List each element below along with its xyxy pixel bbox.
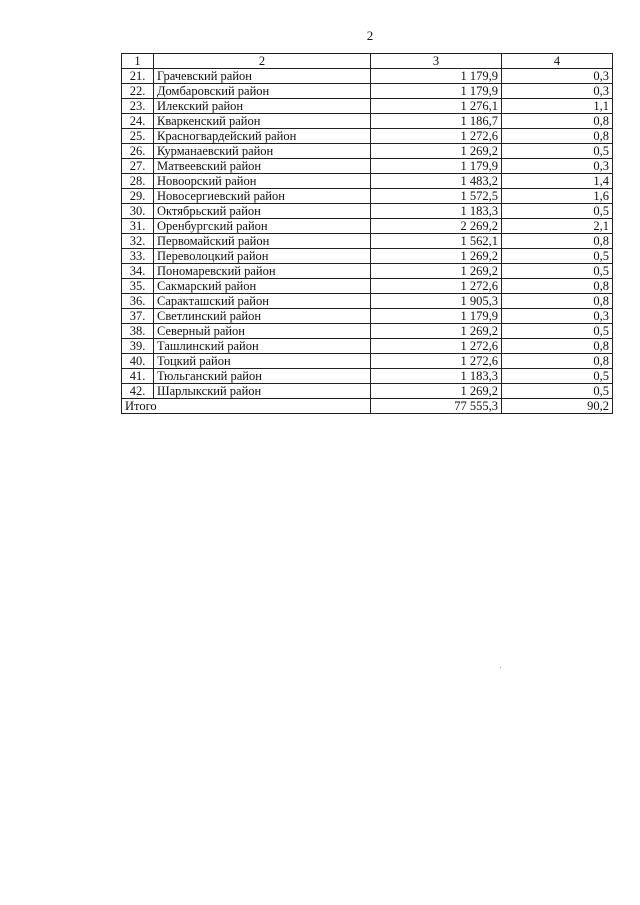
value-col3: 1 183,3 — [371, 204, 502, 219]
table-row — [122, 324, 613, 339]
row-number: 36. — [122, 294, 154, 309]
table-row — [122, 309, 613, 324]
row-number: 22. — [122, 84, 154, 99]
table-row — [122, 189, 613, 204]
value-col3: 1 562,1 — [371, 234, 502, 249]
value-col3: 1 272,6 — [371, 339, 502, 354]
row-number: 21. — [122, 69, 154, 84]
value-col4: 0,8 — [502, 114, 613, 129]
table-row — [122, 264, 613, 279]
total-value-col3: 77 555,3 — [371, 399, 502, 414]
value-col3: 1 272,6 — [371, 354, 502, 369]
district-name: Переволоцкий район — [154, 249, 371, 264]
row-number: 27. — [122, 159, 154, 174]
value-col3: 1 905,3 — [371, 294, 502, 309]
column-header-4: 4 — [502, 54, 613, 69]
value-col4: 0,8 — [502, 279, 613, 294]
table-row — [122, 369, 613, 384]
row-number: 34. — [122, 264, 154, 279]
district-name: Новоорский район — [154, 174, 371, 189]
value-col3: 1 269,2 — [371, 144, 502, 159]
total-label: Итого — [122, 399, 371, 414]
table-row — [122, 144, 613, 159]
district-name: Илекский район — [154, 99, 371, 114]
table-row — [122, 69, 613, 84]
total-row — [122, 399, 613, 414]
district-name: Тюльганский район — [154, 369, 371, 384]
table-row — [122, 294, 613, 309]
value-col4: 0,3 — [502, 69, 613, 84]
district-name: Светлинский район — [154, 309, 371, 324]
value-col3: 1 269,2 — [371, 384, 502, 399]
row-number: 42. — [122, 384, 154, 399]
row-number: 28. — [122, 174, 154, 189]
district-name: Кваркенский район — [154, 114, 371, 129]
district-name: Первомайский район — [154, 234, 371, 249]
district-name: Курманаевский район — [154, 144, 371, 159]
value-col4: 2,1 — [502, 219, 613, 234]
page-number: 2 — [366, 28, 374, 43]
value-col4: 0,5 — [502, 384, 613, 399]
row-number: 32. — [122, 234, 154, 249]
district-name: Ташлинский район — [154, 339, 371, 354]
value-col4: 0,3 — [502, 84, 613, 99]
table-row — [122, 204, 613, 219]
table-row — [122, 279, 613, 294]
value-col3: 1 269,2 — [371, 324, 502, 339]
row-number: 24. — [122, 114, 154, 129]
table-row — [122, 159, 613, 174]
value-col3: 1 179,9 — [371, 159, 502, 174]
row-number: 39. — [122, 339, 154, 354]
value-col4: 0,8 — [502, 354, 613, 369]
table-row — [122, 339, 613, 354]
table-body — [122, 69, 613, 399]
district-name: Новосергиевский район — [154, 189, 371, 204]
column-header-1: 1 — [122, 54, 154, 69]
value-col4: 0,5 — [502, 144, 613, 159]
value-col3: 1 483,2 — [371, 174, 502, 189]
table-row — [122, 114, 613, 129]
row-number: 33. — [122, 249, 154, 264]
value-col3: 1 276,1 — [371, 99, 502, 114]
row-number: 25. — [122, 129, 154, 144]
table-row — [122, 234, 613, 249]
value-col4: 0,8 — [502, 234, 613, 249]
row-number: 29. — [122, 189, 154, 204]
district-name: Матвеевский район — [154, 159, 371, 174]
value-col4: 0,8 — [502, 294, 613, 309]
district-name: Грачевский район — [154, 69, 371, 84]
district-name: Пономаревский район — [154, 264, 371, 279]
value-col3: 1 269,2 — [371, 264, 502, 279]
column-header-3: 3 — [371, 54, 502, 69]
district-name: Домбаровский район — [154, 84, 371, 99]
value-col4: 0,8 — [502, 129, 613, 144]
table-row — [122, 384, 613, 399]
value-col4: 1,1 — [502, 99, 613, 114]
table-header-row — [122, 54, 613, 69]
value-col3: 1 572,5 — [371, 189, 502, 204]
district-name: Северный район — [154, 324, 371, 339]
value-col4: 0,5 — [502, 204, 613, 219]
value-col3: 2 269,2 — [371, 219, 502, 234]
table-row — [122, 174, 613, 189]
value-col4: 0,3 — [502, 159, 613, 174]
row-number: 40. — [122, 354, 154, 369]
value-col3: 1 179,9 — [371, 84, 502, 99]
value-col4: 0,8 — [502, 339, 613, 354]
district-name: Сакмарский район — [154, 279, 371, 294]
district-name: Оренбургский район — [154, 219, 371, 234]
row-number: 41. — [122, 369, 154, 384]
column-header-2: 2 — [154, 54, 371, 69]
value-col3: 1 179,9 — [371, 309, 502, 324]
scan-speck — [500, 667, 501, 668]
value-col4: 1,6 — [502, 189, 613, 204]
value-col4: 0,3 — [502, 309, 613, 324]
district-name: Красногвардейский район — [154, 129, 371, 144]
row-number: 38. — [122, 324, 154, 339]
value-col3: 1 183,3 — [371, 369, 502, 384]
row-number: 26. — [122, 144, 154, 159]
row-number: 37. — [122, 309, 154, 324]
value-col3: 1 186,7 — [371, 114, 502, 129]
value-col4: 0,5 — [502, 264, 613, 279]
district-name: Тоцкий район — [154, 354, 371, 369]
district-table — [121, 53, 613, 414]
table-row — [122, 354, 613, 369]
row-number: 31. — [122, 219, 154, 234]
row-number: 35. — [122, 279, 154, 294]
table-row — [122, 249, 613, 264]
district-name: Октябрьский район — [154, 204, 371, 219]
row-number: 23. — [122, 99, 154, 114]
table-row — [122, 129, 613, 144]
value-col4: 0,5 — [502, 369, 613, 384]
table-row — [122, 219, 613, 234]
value-col4: 0,5 — [502, 249, 613, 264]
table-row — [122, 84, 613, 99]
value-col3: 1 272,6 — [371, 129, 502, 144]
district-name: Шарлыкский район — [154, 384, 371, 399]
value-col4: 1,4 — [502, 174, 613, 189]
value-col3: 1 269,2 — [371, 249, 502, 264]
total-value-col4: 90,2 — [502, 399, 613, 414]
district-name: Саракташский район — [154, 294, 371, 309]
value-col4: 0,5 — [502, 324, 613, 339]
table-row — [122, 99, 613, 114]
row-number: 30. — [122, 204, 154, 219]
value-col3: 1 272,6 — [371, 279, 502, 294]
value-col3: 1 179,9 — [371, 69, 502, 84]
